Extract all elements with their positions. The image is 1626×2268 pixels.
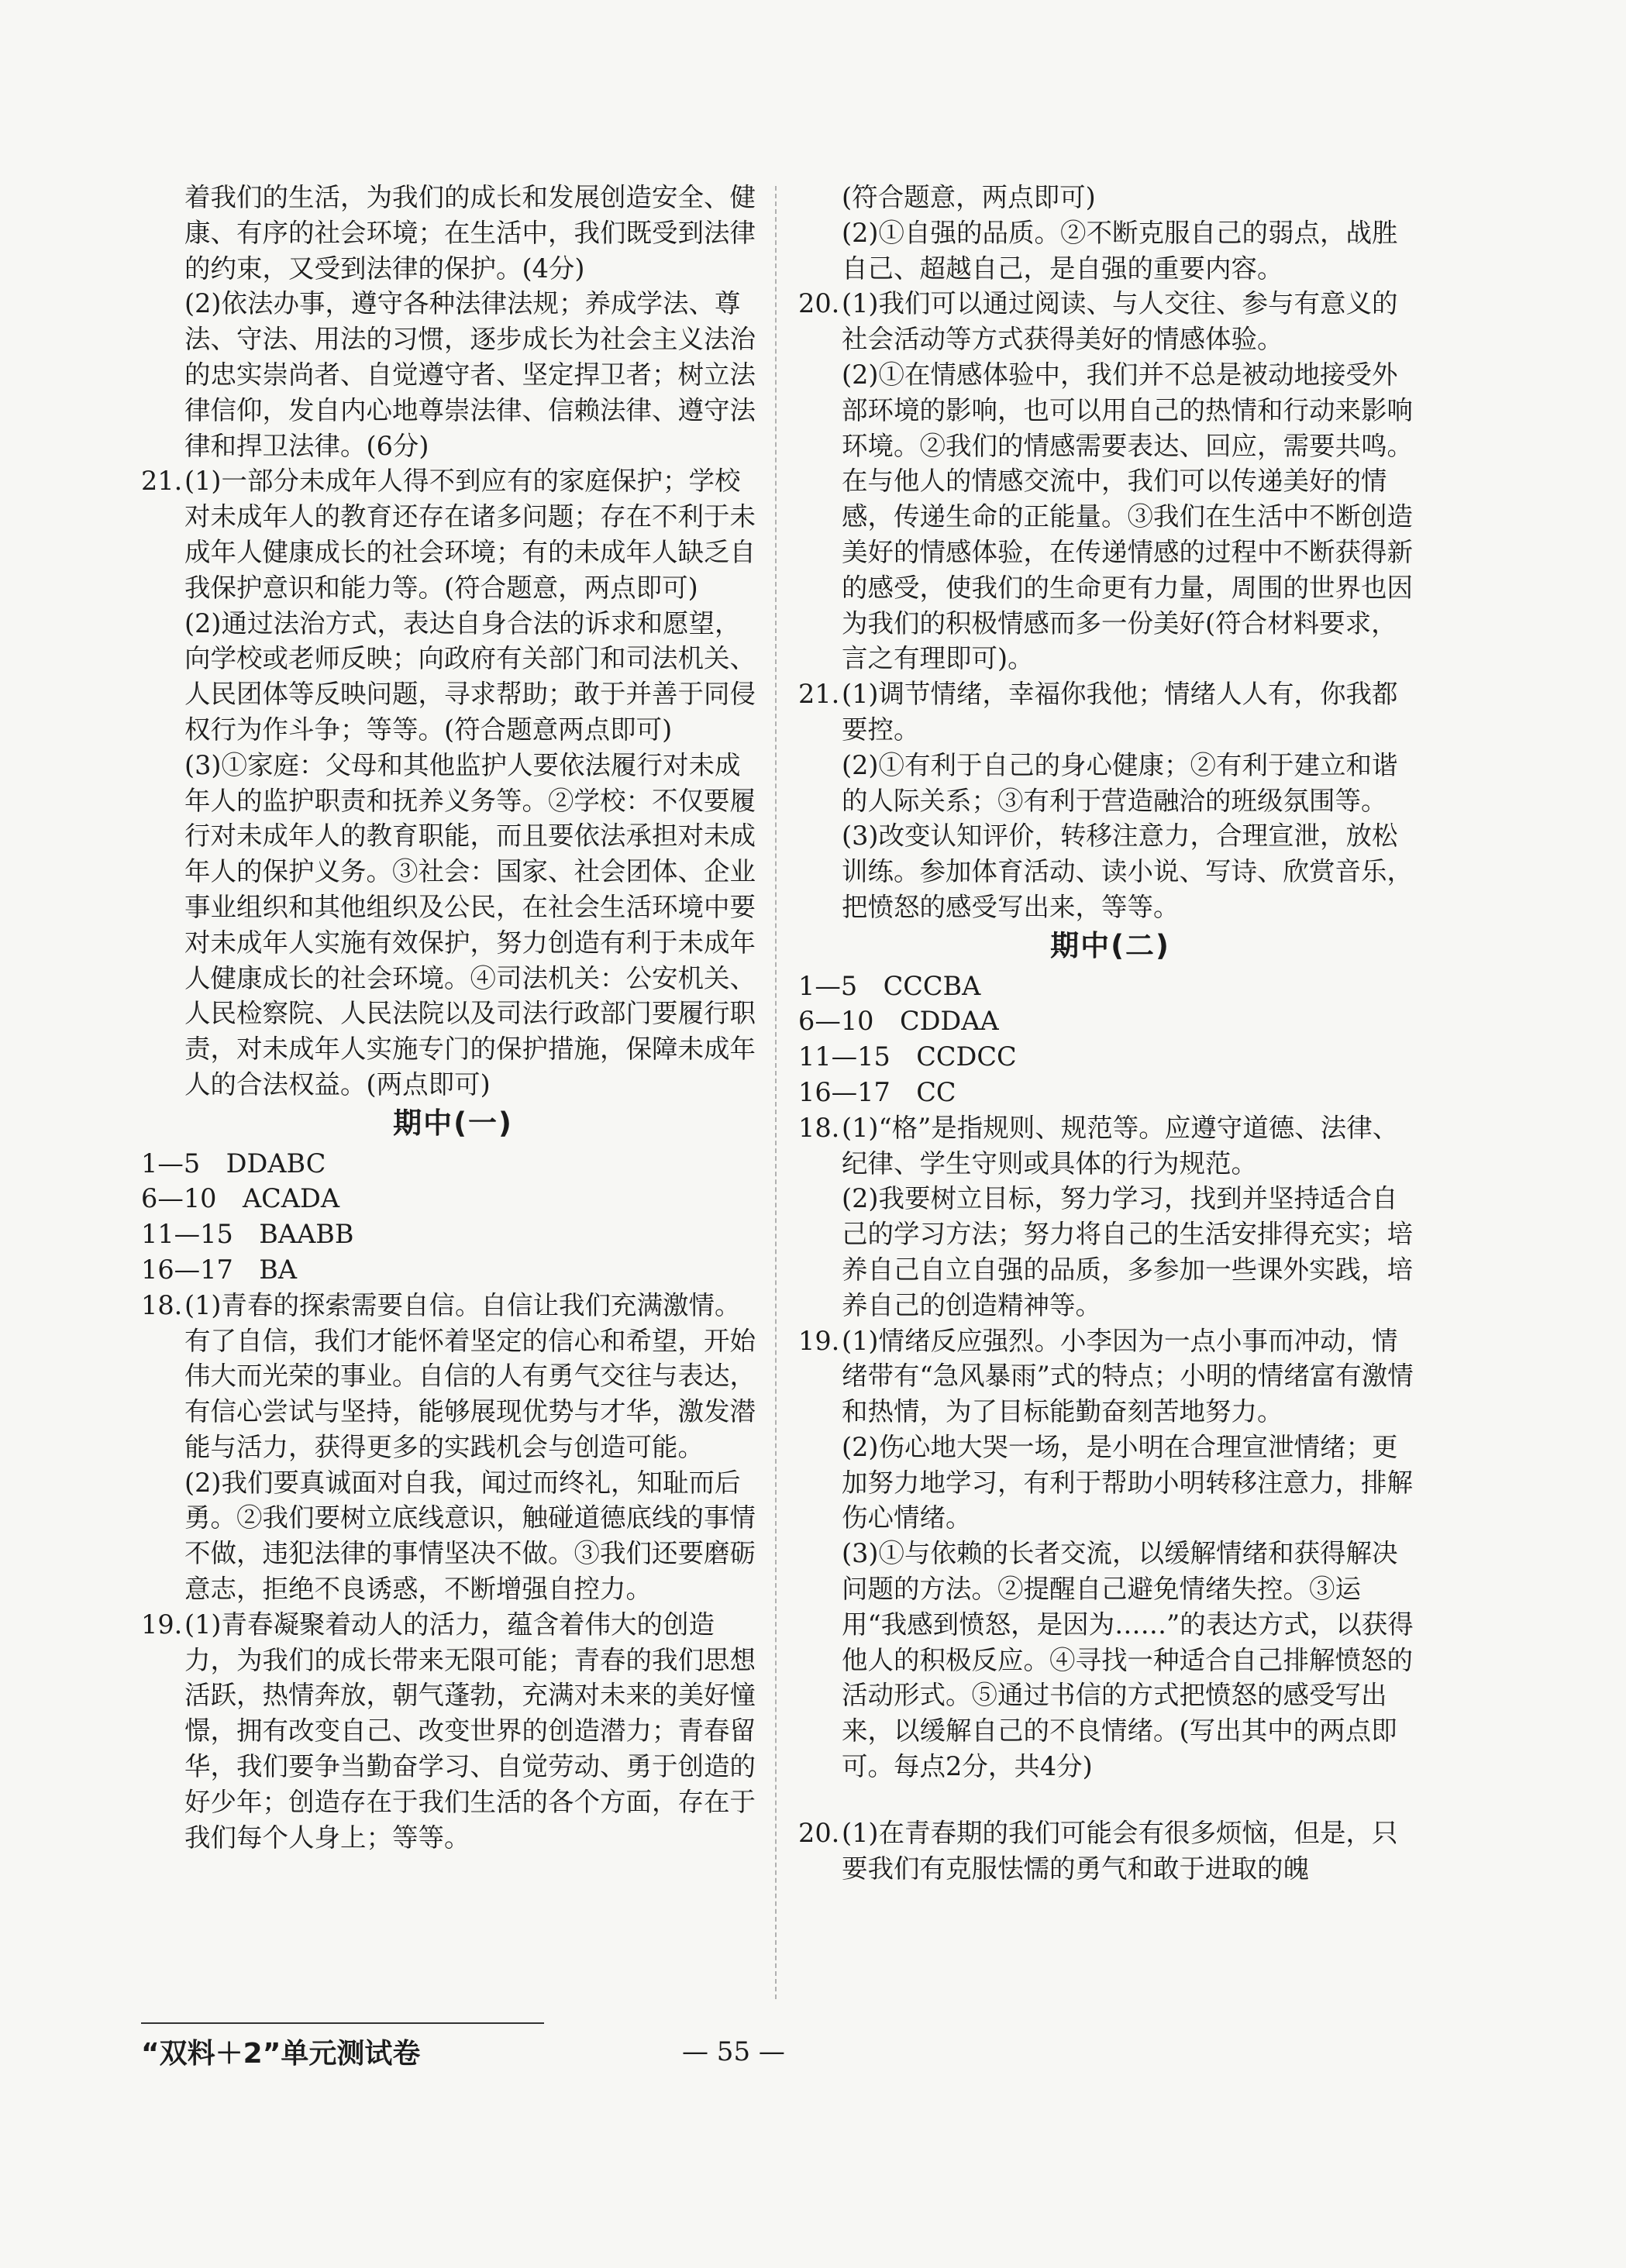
answer-part: (1)青春凝聚着动人的活力，蕴含着伟大的创造力，为我们的成长带来无限可能；青春的我们思想活跃，热情奔放，朝气蓬勃，充满对未来的美好憧憬，拥有改变自己、改变世界的创造潜力；青春留华，我们要争当勤奋学习、自觉劳动、勇于创造的好少年；创造存在于我们生活的各个方面，存在于我们每个人身上；等等。 <box>184 1609 756 1853</box>
question-20 <box>798 286 1422 676</box>
answer-part: (3)①与依赖的长者交流，以缓解情绪和获得解决问题的方法。②提醒自己避免情绪失控。③运用“我感到愤怒，是因为……”的表达方式，以获得他人的积极反应。④寻找一种适合自己排解愤怒的活动形式。⑤通过书信的方式把愤怒的感受写出来，以缓解自己的不良情绪。(写出其中的两点即可。每点2分，共4分) <box>842 1538 1414 1782</box>
choice-answers: 1—5 CCCBA <box>798 970 981 1001</box>
choice-answers: 11—15 BAABB <box>141 1219 354 1250</box>
answer-part: (2)我们要真诚面对自我，闻过而终礼，知耻而后勇。②我们要树立底线意识，触碰道德底线的事情不做，违犯法律的事情坚决不做。③我们还要磨砺意志，拒绝不良诱惑，不断增强自控力。 <box>184 1467 756 1605</box>
answer-part: (2)①在情感体验中，我们并不总是被动地接受外部环境的影响，也可以用自己的热情和行动来影响环境。②我们的情感需要表达、回应，需要共鸣。在与他人的情感交流中，我们可以传递美好的情感，传递生命的正能量。③我们在生活中不断创造美好的情感体验，在传递情感的过程中不断获得新的感受，使我们的生命更有力量，周围的世界也因为我们的积极情感而多一份美好(符合材料要求，言之有理即可)。 <box>842 359 1413 674</box>
question-number: 21. <box>141 466 183 497</box>
choice-answers: 6—10 CDDAA <box>798 1006 999 1037</box>
continuation-text: (符合题意，两点即可) <box>842 182 1096 212</box>
answer-part: (2)通过法治方式，表达自身合法的诉求和愿望，向学校或老师反映；向政府有关部门和司法机关、人民团体等反映问题，寻求帮助；敢于并善于同侵权行为作斗争；等等。(符合题意两点即可) <box>184 607 756 745</box>
answer-part: (1)情绪反应强烈。小李因为一点小事而冲动，情绪带有“急风暴雨”式的特点；小明的情绪富有激情和热情，为了目标能勤奋刻苦地努力。 <box>842 1325 1414 1427</box>
question-number: 20. <box>798 1817 840 1848</box>
choice-answers: 16—17 CC <box>798 1076 956 1107</box>
left-column <box>141 180 765 1855</box>
answer-part: (1)青春的探索需要自信。自信让我们充满激情。有了自信，我们才能怀着坚定的信心和希望，开始伟大而光荣的事业。自信的人有勇气交往与表达，有信心尝试与坚持，能够展现优势与才华，激发潜能与活力，获得更多的实践机会与创造可能。 <box>184 1289 756 1462</box>
answer-part: (1)在青春期的我们可能会有很多烦恼，但是，只要我们有克服怯懦的勇气和敢于进取的魄 <box>842 1817 1398 1884</box>
choice-answers: 6—10 ACADA <box>141 1183 340 1214</box>
question-21 <box>798 676 1422 925</box>
continuation-text: 着我们的生活，为我们的成长和发展创造安全、健康、有序的社会环境；在生活中，我们既受到法律的约束，又受到法律的保护。(4分) <box>184 182 756 284</box>
answer-part: (1)我们可以通过阅读、与人交往、参与有意义的社会活动等方式获得美好的情感体验。 <box>842 288 1398 355</box>
question-21 <box>141 463 765 1102</box>
answer-part: (2)我要树立目标，努力学习，找到并坚持适合自己的学习方法；努力将自己的生活安排得充实；培养自己自立自强的品质，多参加一些课外实践，培养自己的创造精神等。 <box>842 1183 1413 1320</box>
answer-part: (3)改变认知评价，转移注意力，合理宣泄，放松训练。参加体育活动、读小说、写诗、欣赏音乐，把愤怒的感受写出来，等等。 <box>842 821 1413 922</box>
section-title: 期中(二) <box>1050 928 1170 962</box>
question-19 <box>141 1607 765 1856</box>
choice-answers: 16—17 BA <box>141 1254 298 1285</box>
question-number: 18. <box>798 1112 840 1143</box>
question-number: 18. <box>141 1289 183 1320</box>
answer-part: (1)调节情绪，幸福你我他；情绪人人有，你我都要控。 <box>842 679 1398 745</box>
question-number: 20. <box>798 288 840 319</box>
footer-rule <box>141 2022 544 2024</box>
continuation-text: (2)①自强的品质。②不断克服自己的弱点，战胜自己、超越自己，是自强的重要内容。 <box>842 217 1398 284</box>
answer-part: (2)伤心地大哭一场，是小明在合理宣泄情绪；更加努力地学习，有利于帮助小明转移注意力，排解伤心情绪。 <box>842 1431 1413 1533</box>
book-title: “双料＋2”单元测试卷 <box>141 2038 421 2070</box>
question-number: 19. <box>798 1325 840 1356</box>
right-column <box>798 180 1422 1886</box>
answer-part: (2)①有利于自己的身心健康；②有利于建立和谐的人际关系；③有利于营造融洽的班级氛围等。 <box>842 749 1398 816</box>
page-number: — 55 — <box>682 2036 785 2067</box>
answer-part: (1)“格”是指规则、规范等。应遵守道德、法律、纪律、学生守则或具体的行为规范。 <box>842 1112 1399 1179</box>
question-20-continued <box>798 1815 1422 1887</box>
column-divider <box>775 186 777 1999</box>
answer-part: (3)①家庭：父母和其他监护人要依法履行对未成年人的监护职责和抚养义务等。②学校：不仅要履行对未成年人的教育职能，而且要依法承担对未成年人的保护义务。③社会：国家、社会团体、企业事业组织和其他组织及公民，在社会生活环境中要对未成年人实施有效保护，努力创造有利于未成年人健康成长的社会环境。④司法机关：公安机关、人民检察院、人民法院以及司法行政部门要履行职责，对未成年人实施专门的保护措施，保障未成年人的合法权益。(两点即可) <box>184 749 756 1100</box>
choice-answers: 11—15 CCDCC <box>798 1041 1017 1072</box>
choice-answers: 1—5 DDABC <box>141 1148 326 1179</box>
question-18 <box>798 1110 1422 1323</box>
section-title: 期中(一) <box>393 1106 513 1140</box>
question-number: 19. <box>141 1609 183 1640</box>
continuation-text: (2)依法办事，遵守各种法律法规；养成学法、尊法、守法、用法的习惯，逐步成长为社会主义法治的忠实崇尚者、自觉遵守者、坚定捍卫者；树立法律信仰，发自内心地尊崇法律、信赖法律、遵守法律和捍卫法律。(6分) <box>184 288 756 461</box>
answer-part: (1)一部分未成年人得不到应有的家庭保护；学校对未成年人的教育还存在诸多问题；存在不利于未成年人健康成长的社会环境；有的未成年人缺乏自我保护意识和能力等。(符合题意，两点即可) <box>184 466 756 603</box>
question-19 <box>798 1323 1422 1784</box>
question-18 <box>141 1288 765 1607</box>
question-number: 21. <box>798 679 840 710</box>
